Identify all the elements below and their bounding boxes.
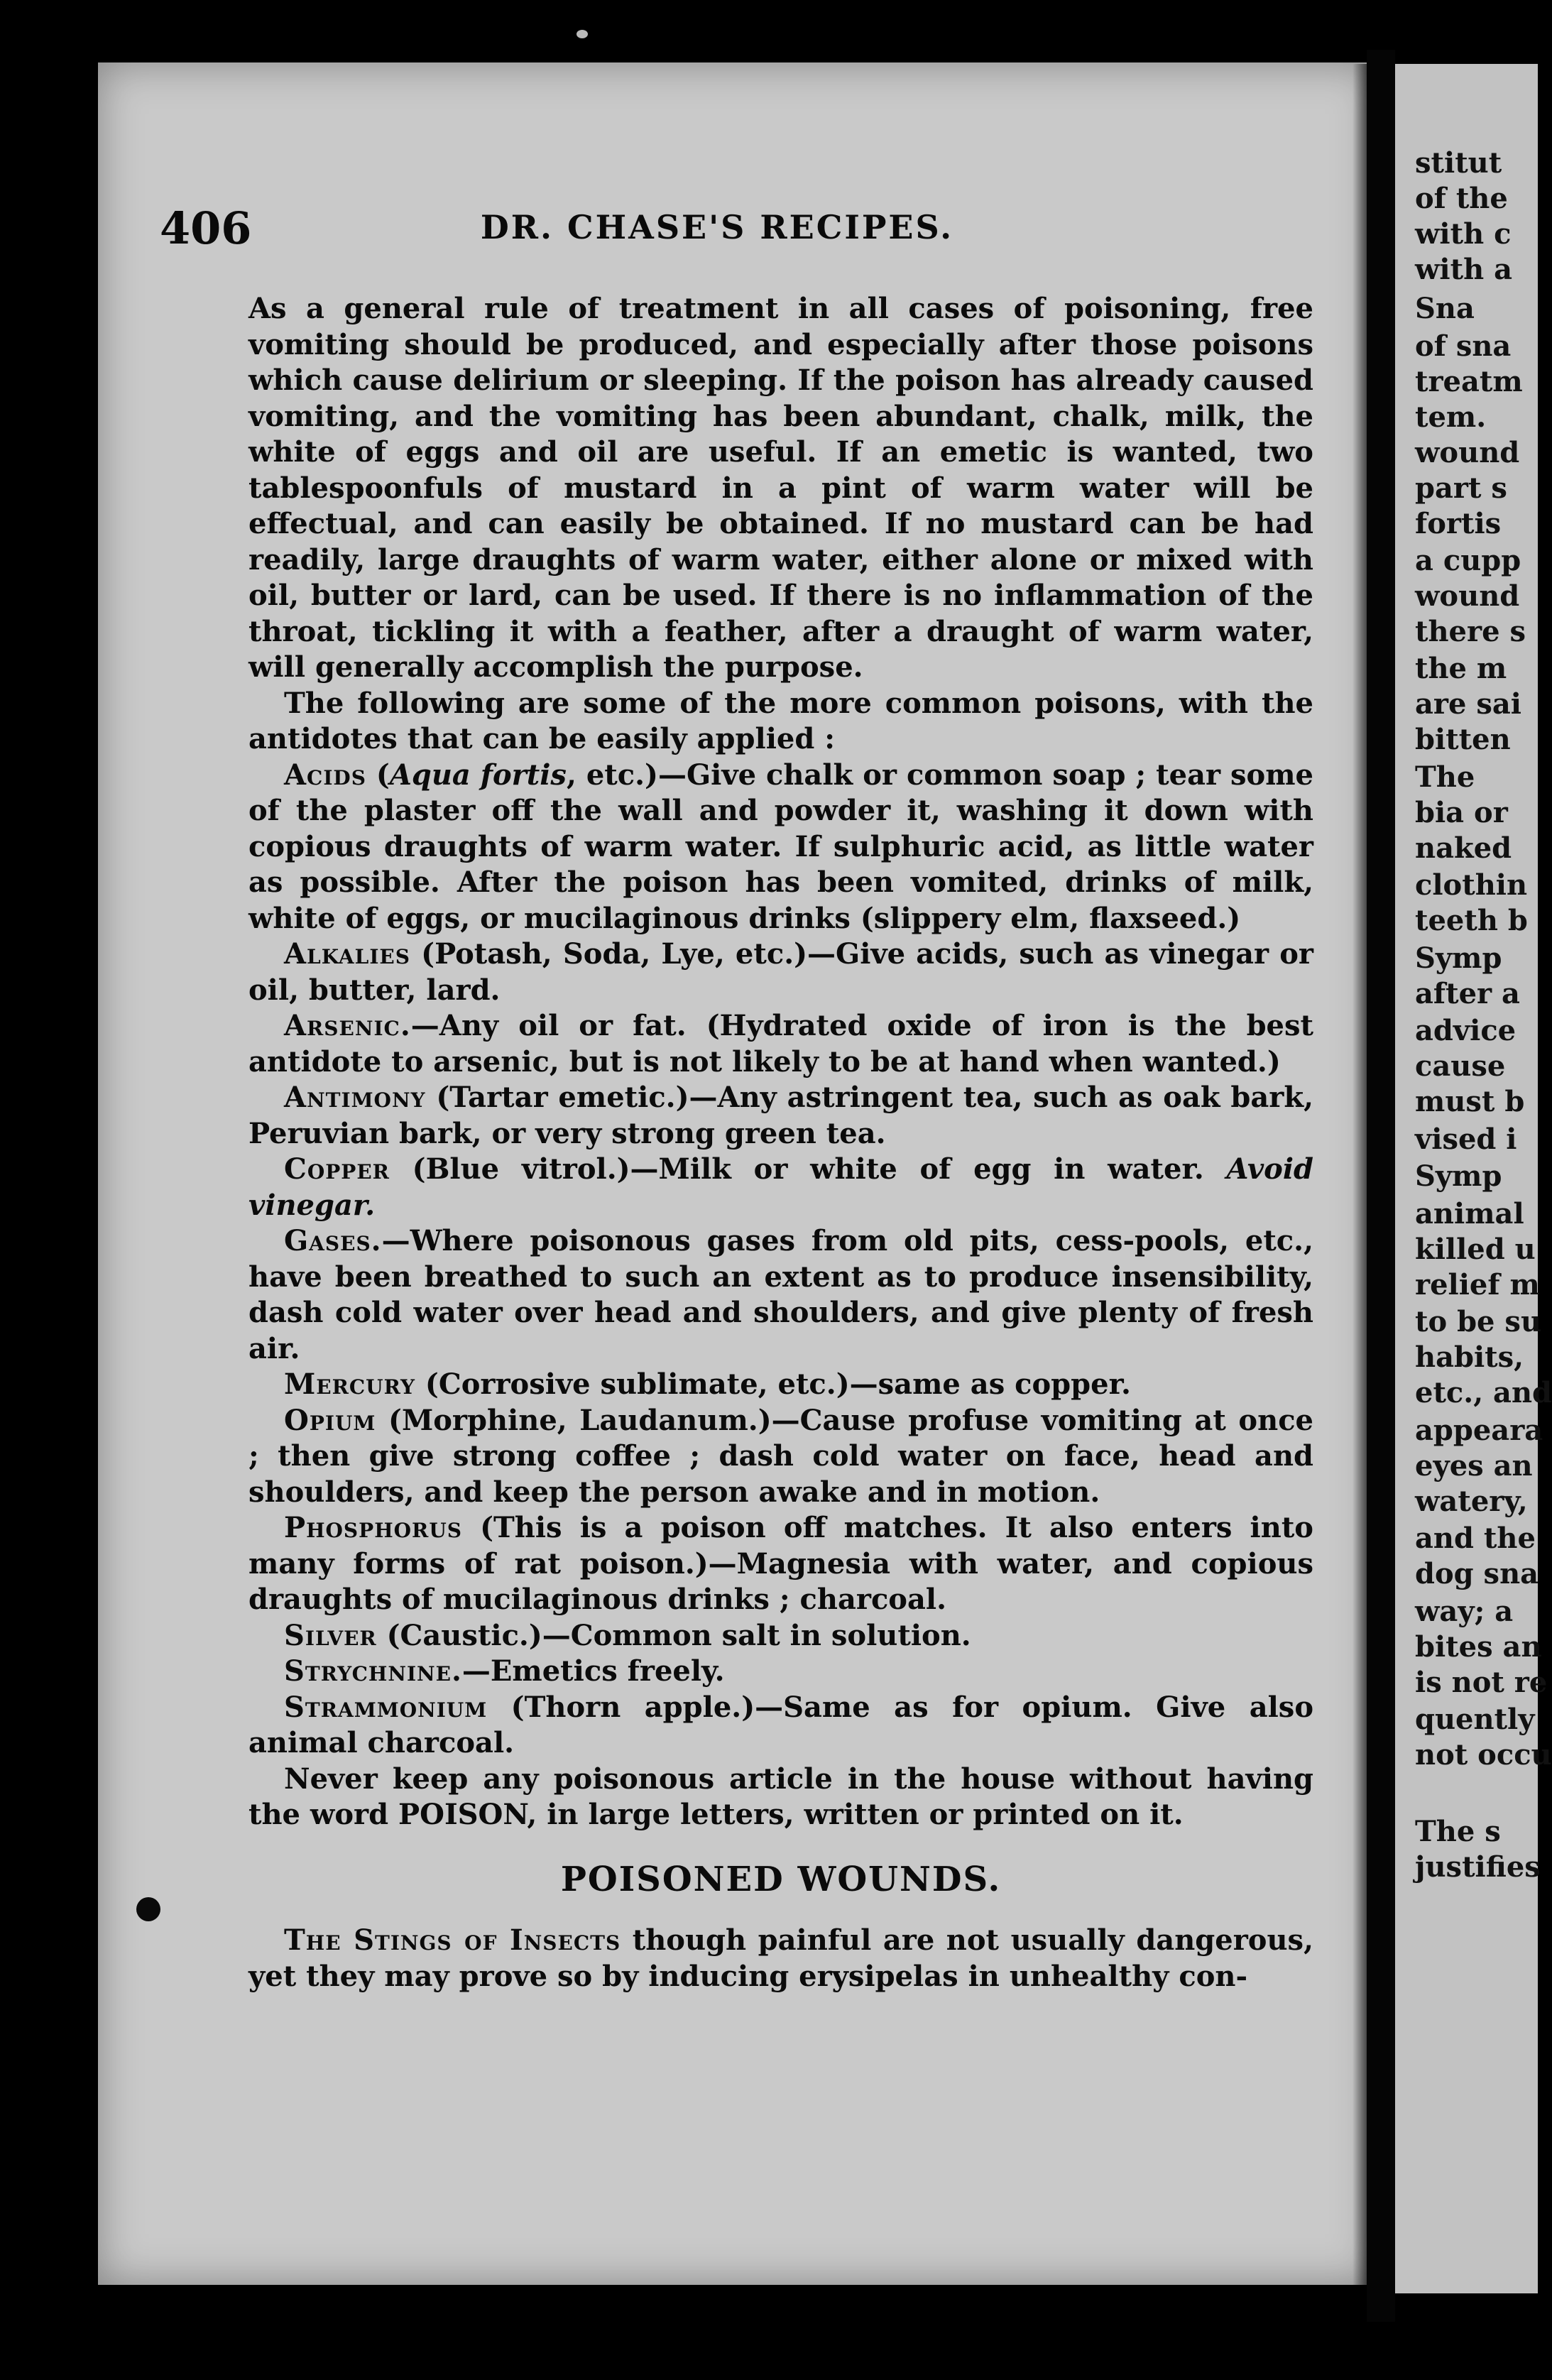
ink-spot — [136, 1897, 160, 1921]
facing-page-line: treatm — [1415, 365, 1523, 398]
poison-name: Arsenic. — [284, 1009, 411, 1042]
poison-name: Antimony — [284, 1081, 426, 1114]
poison-name: Phosphorus — [284, 1511, 462, 1544]
poison-name: Gases. — [284, 1224, 382, 1257]
facing-page-line: to be su — [1415, 1305, 1542, 1338]
poison-antidote: —Emetics freely. — [461, 1654, 725, 1688]
poison-name: Strammonium — [284, 1690, 488, 1724]
page-body — [248, 291, 1313, 1994]
poison-entry — [248, 1367, 1313, 1403]
poison-list — [248, 758, 1313, 1762]
facing-page-line: part s — [1415, 471, 1507, 505]
poison-name: Mercury — [284, 1368, 415, 1401]
facing-page-line: watery, — [1415, 1485, 1528, 1518]
poison-antidote: (Tartar emetic.)—Any astringent tea, such as oak bark, Peruvian bark, or very strong green tea. — [248, 1081, 1313, 1150]
poison-name: Strychnine. — [284, 1654, 462, 1688]
poison-paren-rest: , etc.) — [566, 758, 658, 792]
poison-antidote: (Blue vitrol.)—Milk or white of egg in water. — [389, 1152, 1227, 1186]
facing-page-line: relief m — [1415, 1268, 1540, 1301]
facing-page-line: Sna — [1415, 292, 1475, 325]
facing-page-line: habits, — [1415, 1341, 1524, 1374]
facing-page-line: tem. — [1415, 400, 1487, 434]
poison-antidote: (This is a poison off matches. It also enters into many forms of rat poison.)—Magnesia with water, and copious draughts of mucilaginous drinks ; charcoal. — [248, 1511, 1313, 1616]
poison-antidote: —Where poisonous gases from old pits, cess-pools, etc., have been breathed to such an extent as to produce insensibility, dash cold water over head and shoulders, and give plenty of fresh air. — [248, 1224, 1313, 1365]
facing-page-line: way; a — [1415, 1595, 1514, 1628]
poison-antidote: (Morphine, Laudanum.)—Cause profuse vomiting at once ; then give strong coffee ; dash cold water on face, head and shoulders, and keep the person awake and in motion. — [248, 1403, 1313, 1509]
page-header — [160, 202, 1274, 259]
facing-page-line: killed u — [1415, 1233, 1536, 1266]
facing-page-line: with a — [1415, 253, 1513, 286]
intro-paragraph: As a general rule of treatment in all cases of poisoning, free vomiting should be produced, and especially after those poisons which cause delirium or sleeping. If the poison has already caused vomiting, and the vomiting has been abundant, chalk, milk, the white of eggs and oil are useful. If an emetic is wanted, two tablespoonfuls of mustard in a pint of warm water will be effectual, and can easily be obtained. If no mustard can be had readily, large draughts of warm water, either alone or mixed with oil, butter or lard, can be used. If there is no inflammation of the throat, tickling it with a feather, after a draught of warm water, will generally accomplish the purpose. — [248, 292, 1313, 684]
facing-page-line: naked — [1415, 831, 1512, 865]
wounds-paragraph — [248, 1923, 1313, 1994]
facing-page-line: bitten — [1415, 723, 1511, 756]
warning-paragraph: Never keep any poisonous article in the house without having the word POISON, in large letters, written or printed on it. — [248, 1762, 1313, 1831]
poison-entry — [248, 1080, 1313, 1152]
poison-antidote: (Thorn apple.)—Same as for opium. Give also animal charcoal. — [248, 1690, 1313, 1759]
facing-page-line: Symp — [1415, 1159, 1502, 1193]
facing-page-line: fortis — [1415, 507, 1502, 540]
facing-page-line: of sna — [1415, 329, 1512, 363]
poison-paren: ( — [366, 758, 390, 792]
running-head: DR. CHASE'S RECIPES. — [480, 208, 954, 246]
scan-mark — [576, 30, 588, 38]
facing-page-line: the m — [1415, 652, 1507, 685]
poison-antidote: (Potash, Soda, Lye, etc.)—Give acids, such as vinegar or oil, butter, lard. — [248, 937, 1313, 1007]
poison-name: Acids — [284, 758, 366, 792]
poison-antidote: (Corrosive sublimate, etc.)—same as copper. — [415, 1368, 1131, 1401]
poison-entry — [248, 1618, 1313, 1654]
facing-page-line: appeara — [1415, 1414, 1543, 1447]
facing-page-line: of the — [1415, 182, 1508, 215]
facing-page-line: bia or — [1415, 796, 1508, 829]
facing-page-line: The — [1415, 760, 1475, 794]
following-paragraph: The following are some of the more common poisons, with the antidotes that can be easily applied : — [248, 686, 1313, 755]
poison-name: Silver — [284, 1618, 377, 1652]
facing-page-line: eyes an — [1415, 1449, 1533, 1483]
page-edge-shadow — [1352, 64, 1367, 2286]
facing-page-line: is not re — [1415, 1666, 1548, 1699]
facing-page-line: bites an — [1415, 1630, 1542, 1664]
wounds-lead: The Stings of Insects — [284, 1923, 621, 1957]
facing-page-line: etc., and — [1415, 1376, 1552, 1409]
facing-page-line: clothin — [1415, 868, 1528, 902]
facing-page-line: wound — [1415, 579, 1520, 613]
poison-entry — [248, 937, 1313, 1008]
facing-page-line: advice — [1415, 1014, 1517, 1047]
poison-entry — [248, 1152, 1313, 1223]
poison-entry — [248, 1690, 1313, 1762]
facing-page-fragment — [1395, 64, 1552, 2293]
facing-page-line: dog sna — [1415, 1557, 1539, 1590]
poison-entry — [248, 1403, 1313, 1511]
facing-page-line: with c — [1415, 217, 1512, 251]
wounds-text: though painful are not usually dangerous, yet they may prove so by inducing erysipelas in unhealthy con- — [248, 1923, 1314, 1993]
facing-page-line: wound — [1415, 436, 1520, 469]
poison-name: Opium — [284, 1403, 376, 1437]
poison-antidote: —Any oil or fat. (Hydrated oxide of iron is the best antidote to arsenic, but is not likely to be at hand when wanted.) — [248, 1009, 1313, 1079]
poison-antidote: (Caustic.)—Common salt in solution. — [376, 1618, 971, 1652]
facing-page-line: quently — [1415, 1703, 1535, 1736]
book-gutter — [1367, 50, 1395, 2322]
section-title: POISONED WOUNDS. — [560, 1859, 1002, 1899]
facing-page-line: after a — [1415, 977, 1520, 1010]
facing-page-line: not occu — [1415, 1738, 1552, 1772]
facing-page-line: justifies — [1415, 1850, 1541, 1884]
poison-entry — [248, 1008, 1313, 1080]
facing-page-line: a cupp — [1415, 544, 1521, 577]
facing-page-line: vised i — [1415, 1123, 1517, 1156]
facing-page-line: and the — [1415, 1522, 1536, 1555]
poison-italic: Aqua fortis — [389, 758, 567, 792]
facing-page-line: stitut — [1415, 146, 1502, 180]
poison-entry — [248, 1510, 1313, 1618]
page-number: 406 — [160, 202, 252, 254]
poison-entry — [248, 758, 1313, 937]
poison-entry — [248, 1654, 1313, 1690]
poison-entry — [248, 1223, 1313, 1367]
facing-page-line: are sai — [1415, 687, 1521, 721]
facing-page-line: cause — [1415, 1049, 1506, 1083]
poison-warning-italic: Avoid vinegar. — [248, 1152, 1313, 1222]
facing-page-line: must b — [1415, 1085, 1525, 1118]
facing-page-line: Symp — [1415, 941, 1502, 975]
poison-name: Alkalies — [284, 937, 410, 971]
facing-page-line: there s — [1415, 615, 1526, 648]
facing-page-line: The s — [1415, 1815, 1501, 1848]
facing-page-line: teeth b — [1415, 904, 1528, 937]
poison-antidote: —Give chalk or common soap ; tear some of the plaster off the wall and powder it, washing it down with copious draughts of warm water. If sulphuric acid, as little water as possible. After the poison has been vomited, drinks of milk, white of eggs, or mucilaginous drinks (slippery elm, flaxseed.) — [248, 758, 1314, 935]
poison-name: Copper — [284, 1152, 390, 1186]
facing-page-line: animal — [1415, 1197, 1524, 1230]
